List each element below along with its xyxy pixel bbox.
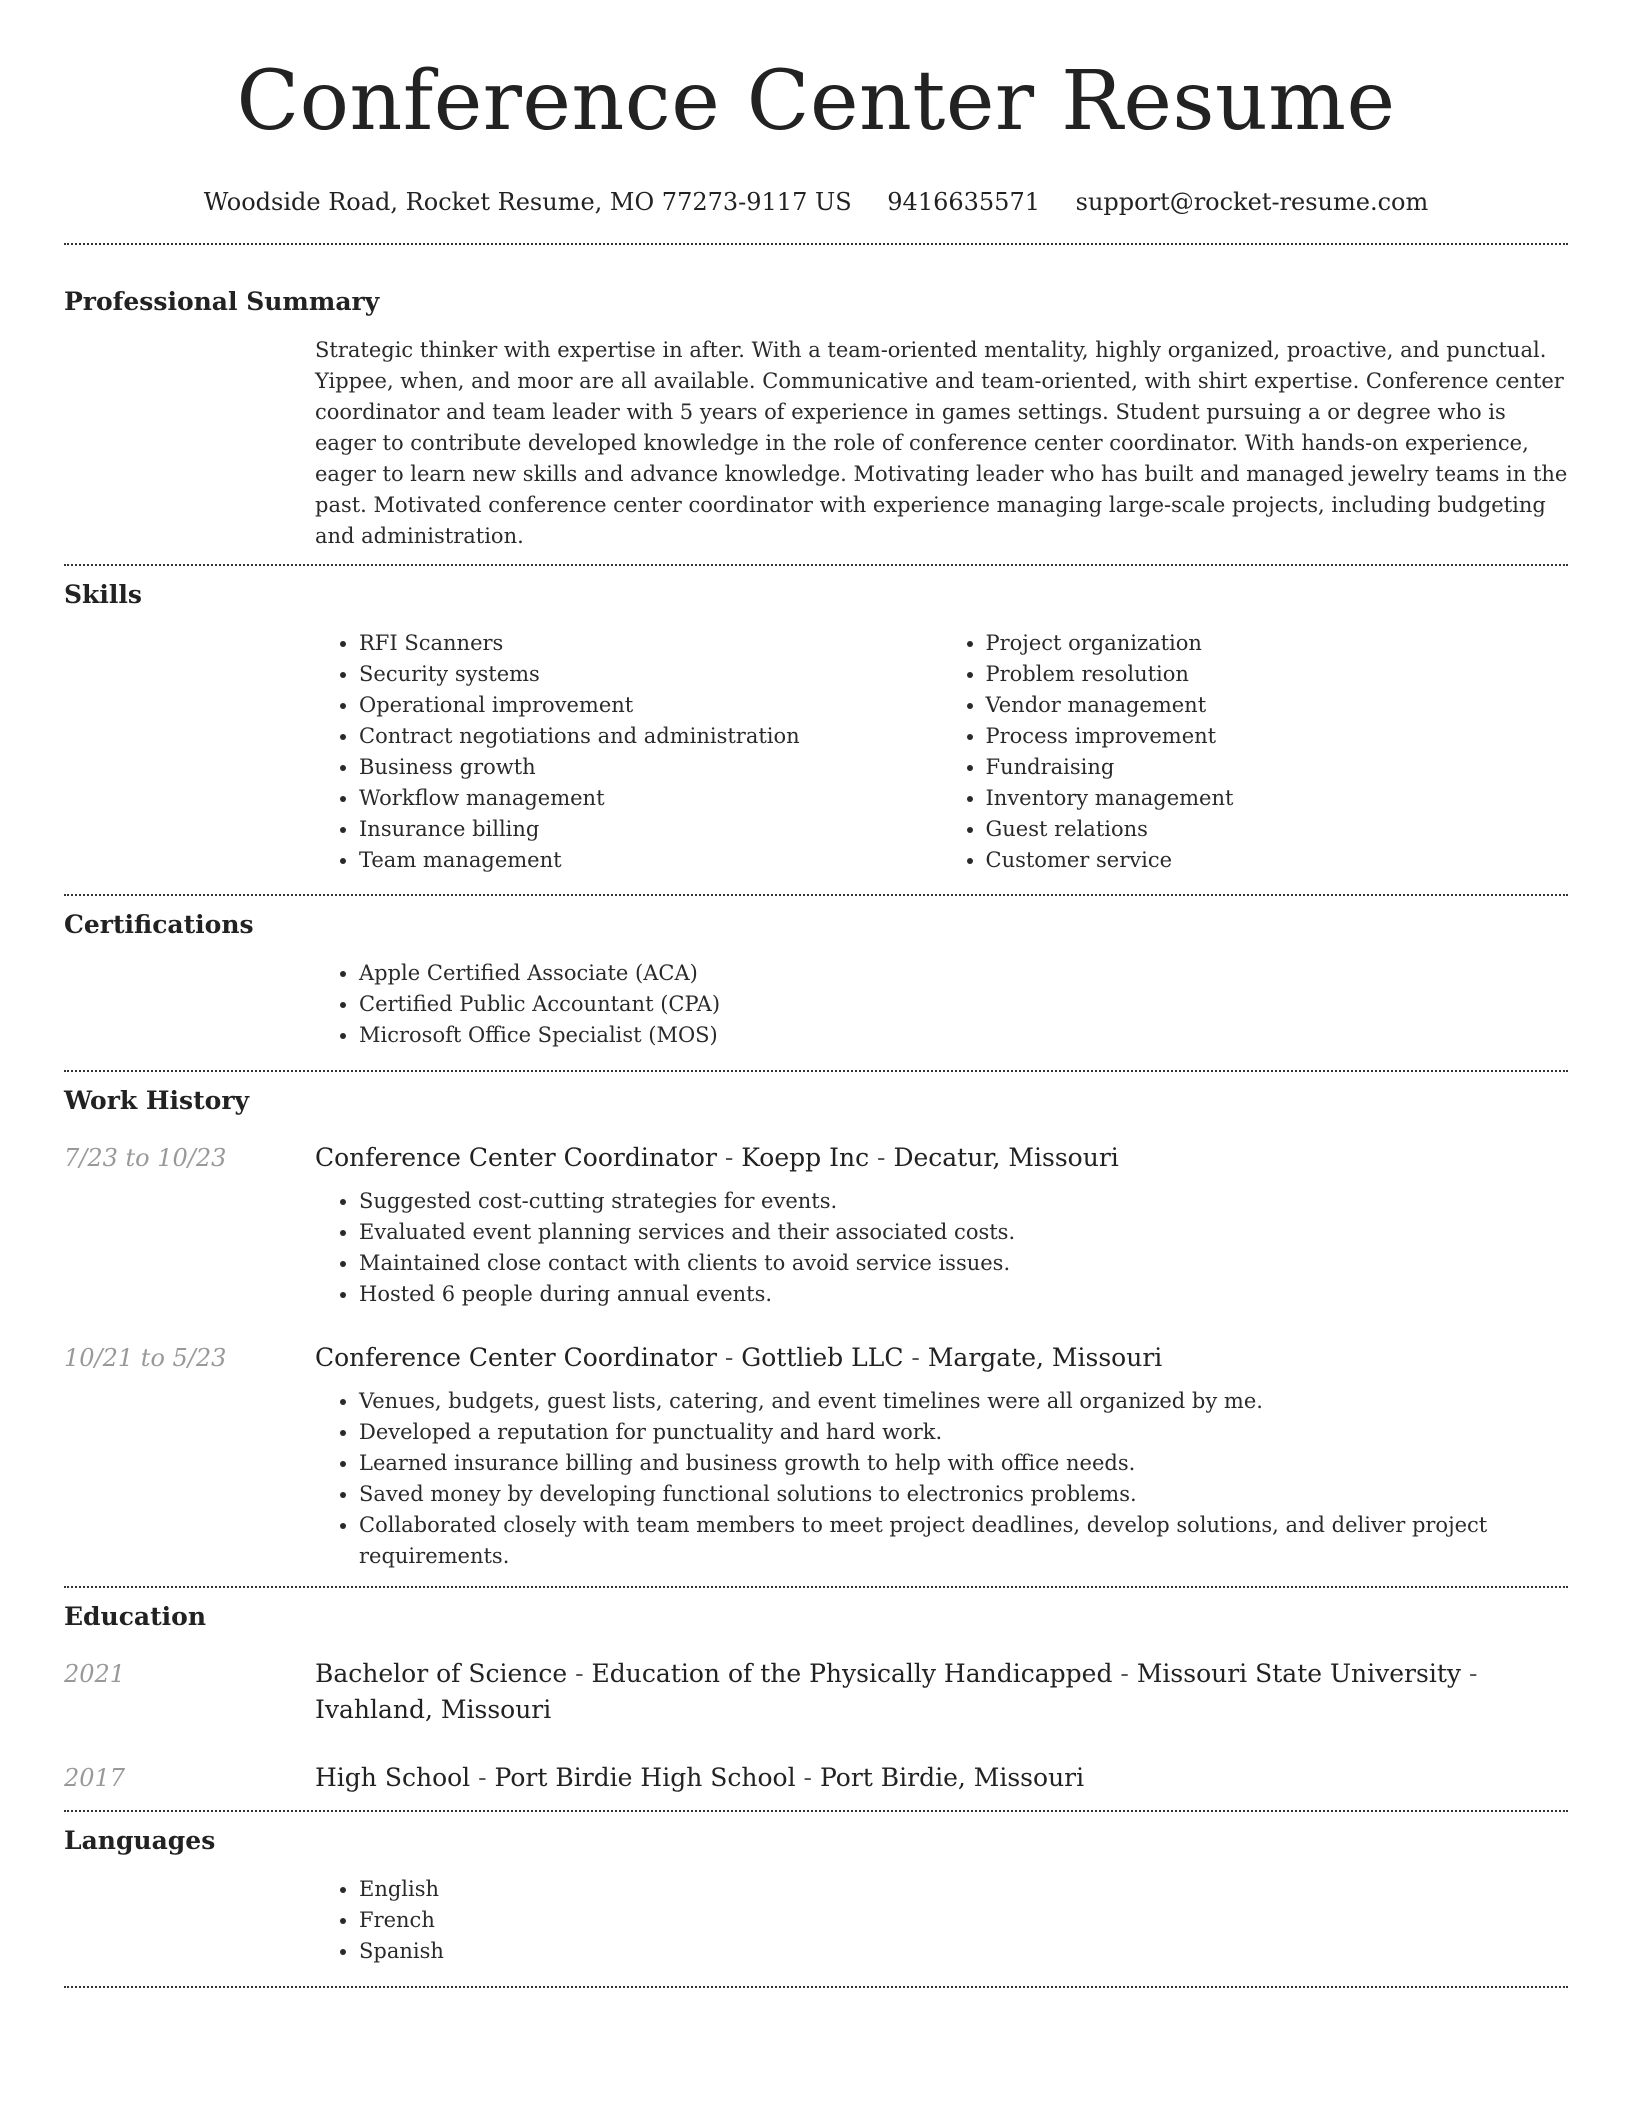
- skill-item: • Business growth: [359, 752, 942, 783]
- job-entry: [64, 1140, 1568, 1310]
- job-entry: [64, 1340, 1568, 1572]
- skill-item: • Project organization: [986, 628, 1569, 659]
- job-location: Decatur, Missouri: [893, 1143, 1119, 1172]
- job-bullet: • Learned insurance billing and business growth to help with office needs.: [359, 1448, 1568, 1479]
- job-heading: Conference Center Coordinator - Gottlieb LLC - Margate, Missouri: [315, 1343, 1163, 1372]
- skills-list-left: [315, 628, 942, 876]
- skill-item: • Problem resolution: [986, 659, 1569, 690]
- education-heading: Education: [64, 1602, 207, 1631]
- skills-list-right: [942, 628, 1569, 876]
- job-company: Koepp Inc: [741, 1143, 870, 1172]
- certification-item: • Apple Certified Associate (ACA): [359, 958, 1568, 989]
- education-entry: [64, 1656, 1568, 1728]
- certifications-list: [315, 958, 1568, 1051]
- summary-content: [315, 335, 1568, 552]
- skill-item: • Team management: [359, 845, 942, 876]
- job-bullet: • Hosted 6 people during annual events.: [359, 1279, 1568, 1310]
- skill-item: • Operational improvement: [359, 690, 942, 721]
- education-section: [64, 1588, 1568, 1796]
- contact-line: [64, 184, 1568, 220]
- job-bullet: • Venues, budgets, guest lists, catering, and event timelines were all organized by me.: [359, 1386, 1568, 1417]
- education-school: Port Birdie High School: [494, 1763, 796, 1792]
- skill-item: • RFI Scanners: [359, 628, 942, 659]
- skill-item: • Fundraising: [986, 752, 1569, 783]
- language-item: • Spanish: [359, 1936, 1568, 1967]
- certification-item: • Microsoft Office Specialist (MOS): [359, 1020, 1568, 1051]
- language-item: • English: [359, 1874, 1568, 1905]
- skill-item: • Security systems: [359, 659, 942, 690]
- job-role: Conference Center Coordinator: [315, 1143, 717, 1172]
- job-role: Conference Center Coordinator: [315, 1343, 717, 1372]
- section-divider: [64, 1986, 1568, 1988]
- language-item: • French: [359, 1905, 1568, 1936]
- job-bullet: • Collaborated closely with team members to meet project deadlines, develop solutions, and deliver project requirements.: [359, 1510, 1568, 1572]
- education-field: Education of the Physically Handicapped: [591, 1659, 1113, 1688]
- job-bullet: • Evaluated event planning services and their associated costs.: [359, 1217, 1568, 1248]
- education-school: Missouri State University: [1136, 1659, 1462, 1688]
- summary-section: [64, 245, 1568, 552]
- skill-item: • Workflow management: [359, 783, 942, 814]
- languages-heading: Languages: [64, 1826, 216, 1855]
- skill-item: • Process improvement: [986, 721, 1569, 752]
- languages-section: [64, 1812, 1568, 1967]
- skill-item: • Vendor management: [986, 690, 1569, 721]
- skill-item: • Contract negotiations and administration: [359, 721, 942, 752]
- skills-heading: Skills: [64, 580, 142, 609]
- certification-item: • Certified Public Accountant (CPA): [359, 989, 1568, 1020]
- languages-list: [315, 1874, 1568, 1967]
- job-bullets: [315, 1186, 1568, 1310]
- skill-item: • Customer service: [986, 845, 1569, 876]
- job-bullet: • Maintained close contact with clients to avoid service issues.: [359, 1248, 1568, 1279]
- skill-item: • Insurance billing: [359, 814, 942, 845]
- job-bullet: • Developed a reputation for punctuality and hard work.: [359, 1417, 1568, 1448]
- job-company: Gottlieb LLC: [741, 1343, 904, 1372]
- skills-section: [64, 566, 1568, 876]
- education-location: Ivahland, Missouri: [315, 1695, 552, 1724]
- contact-email: support@rocket-resume.com: [1075, 188, 1429, 216]
- certifications-heading: Certifications: [64, 910, 254, 939]
- certifications-content: [315, 958, 1568, 1051]
- job-bullets: [315, 1386, 1568, 1572]
- resume-title: Conference Center Resume: [236, 54, 1396, 149]
- education-heading-line: High School - Port Birdie High School - Port Birdie, Missouri: [315, 1763, 1085, 1792]
- work-section: [64, 1072, 1568, 1572]
- education-location: Port Birdie, Missouri: [819, 1763, 1085, 1792]
- job-bullet: • Saved money by developing functional solutions to electronics problems.: [359, 1479, 1568, 1510]
- languages-content: [315, 1874, 1568, 1967]
- skills-columns: [315, 628, 1568, 876]
- skill-item: • Inventory management: [986, 783, 1569, 814]
- summary-text: Strategic thinker with expertise in after. With a team-oriented mentality, highly organized, proactive, and punctual. Yippee, when, and moor are all available. Communicative and team-oriented, with shirt expertise. Conference center coordinator and team leader with 5 years of experience in games settings. Student pursuing a or degree who is eager to contribute developed knowledge in the role of conference center coordinator. With hands-on experience, eager to learn new skills and advance knowledge. Motivating leader who has built and managed jewelry teams in the past. Motivated conference center coordinator with experience managing large-scale projects, including budgeting and administration.: [315, 338, 1568, 548]
- job-dates: 10/21 to 5/23: [64, 1344, 227, 1372]
- education-degree: High School: [315, 1763, 471, 1792]
- education-entry: [64, 1760, 1568, 1796]
- skill-item: • Guest relations: [986, 814, 1569, 845]
- education-degree: Bachelor of Science: [315, 1659, 568, 1688]
- education-year: 2017: [64, 1764, 126, 1792]
- contact-phone: 9416635571: [887, 188, 1040, 216]
- job-location: Margate, Missouri: [927, 1343, 1163, 1372]
- job-bullet: • Suggested cost-cutting strategies for events.: [359, 1186, 1568, 1217]
- work-heading: Work History: [64, 1086, 250, 1115]
- contact-address: Woodside Road, Rocket Resume, MO 77273-9117 US: [203, 188, 852, 216]
- summary-heading: Professional Summary: [64, 287, 380, 316]
- certifications-section: [64, 896, 1568, 1051]
- job-heading: Conference Center Coordinator - Koepp Inc - Decatur, Missouri: [315, 1143, 1119, 1172]
- job-dates: 7/23 to 10/23: [64, 1144, 227, 1172]
- education-heading-line: Bachelor of Science - Education of the Physically Handicapped - Missouri State University - Ivahland, Missouri: [315, 1659, 1478, 1724]
- education-year: 2021: [64, 1660, 126, 1688]
